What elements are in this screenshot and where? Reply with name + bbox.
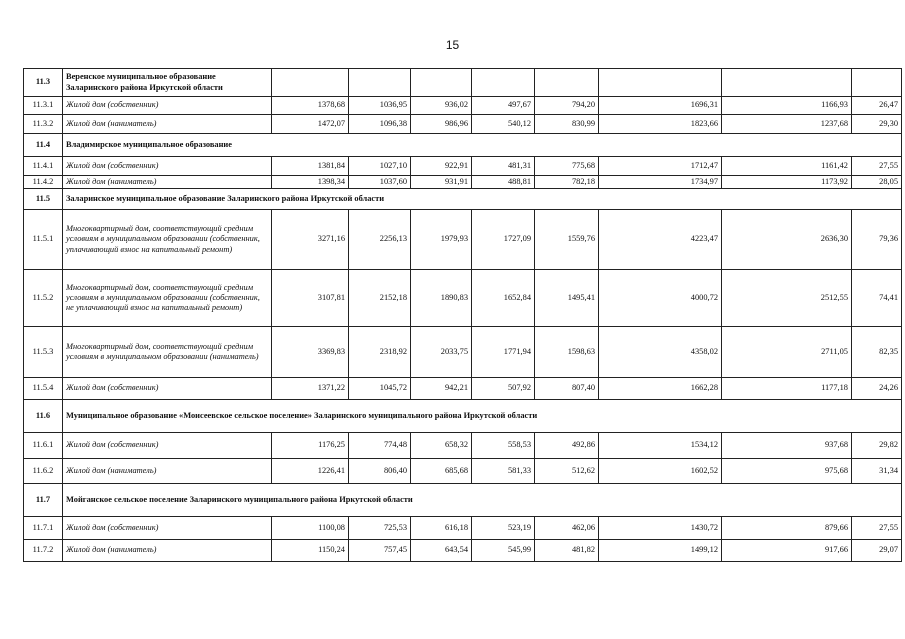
value-cell: 774,48 — [349, 433, 411, 459]
section-title: Владимирское муниципальное образование — [63, 134, 902, 157]
value-cell: 942,21 — [411, 378, 472, 400]
item-title: Жилой дом (собственник) — [63, 517, 272, 540]
section-row — [24, 69, 902, 97]
value-cell: 1177,18 — [722, 378, 852, 400]
value-cell: 26,47 — [852, 97, 902, 115]
value-cell: 3107,81 — [272, 270, 349, 327]
value-cell: 28,05 — [852, 176, 902, 189]
value-cell: 29,82 — [852, 433, 902, 459]
value-cell: 1096,38 — [349, 115, 411, 134]
row-number: 11.6.2 — [24, 459, 63, 484]
table-row — [24, 327, 902, 378]
row-number: 11.3.2 — [24, 115, 63, 134]
item-title: Жилой дом (собственник) — [63, 433, 272, 459]
row-number: 11.5.3 — [24, 327, 63, 378]
value-cell: 757,45 — [349, 540, 411, 562]
value-cell: 4358,02 — [599, 327, 722, 378]
value-cell: 488,81 — [472, 176, 535, 189]
value-cell — [472, 69, 535, 97]
row-number: 11.5 — [24, 189, 63, 210]
value-cell: 545,99 — [472, 540, 535, 562]
item-title: Жилой дом (наниматель) — [63, 540, 272, 562]
value-cell — [852, 69, 902, 97]
item-title: Многоквартирный дом, соответствующий средним условиям в муниципальном образовании (собственник, уплачивающий взнос на капитальный ремонт) — [63, 210, 272, 270]
value-cell: 27,55 — [852, 157, 902, 176]
value-cell: 975,68 — [722, 459, 852, 484]
value-cell: 806,40 — [349, 459, 411, 484]
value-cell: 658,32 — [411, 433, 472, 459]
value-cell: 1173,92 — [722, 176, 852, 189]
value-cell: 29,30 — [852, 115, 902, 134]
table-row — [24, 157, 902, 176]
value-cell: 1472,07 — [272, 115, 349, 134]
value-cell: 558,53 — [472, 433, 535, 459]
table-body — [24, 69, 902, 562]
section-row — [24, 400, 902, 433]
value-cell: 643,54 — [411, 540, 472, 562]
section-title: Мойганское сельское поселение Заларинского муниципального района Иркутской области — [63, 484, 902, 517]
value-cell: 1890,83 — [411, 270, 472, 327]
value-cell: 74,41 — [852, 270, 902, 327]
value-cell: 936,02 — [411, 97, 472, 115]
value-cell: 1398,34 — [272, 176, 349, 189]
value-cell: 1495,41 — [535, 270, 599, 327]
table-row — [24, 433, 902, 459]
value-cell: 1378,68 — [272, 97, 349, 115]
value-cell — [272, 69, 349, 97]
value-cell: 1166,93 — [722, 97, 852, 115]
value-cell: 2318,92 — [349, 327, 411, 378]
row-number: 11.6.1 — [24, 433, 63, 459]
value-cell: 1499,12 — [599, 540, 722, 562]
value-cell: 497,67 — [472, 97, 535, 115]
value-cell: 917,66 — [722, 540, 852, 562]
value-cell: 1559,76 — [535, 210, 599, 270]
table-row — [24, 270, 902, 327]
value-cell: 507,92 — [472, 378, 535, 400]
value-cell: 1036,95 — [349, 97, 411, 115]
value-cell — [722, 69, 852, 97]
value-cell: 2152,18 — [349, 270, 411, 327]
section-row — [24, 134, 902, 157]
table-row — [24, 97, 902, 115]
value-cell: 481,31 — [472, 157, 535, 176]
value-cell: 794,20 — [535, 97, 599, 115]
value-cell: 82,35 — [852, 327, 902, 378]
value-cell: 2512,55 — [722, 270, 852, 327]
value-cell: 540,12 — [472, 115, 535, 134]
value-cell: 2711,05 — [722, 327, 852, 378]
value-cell: 775,68 — [535, 157, 599, 176]
table-row — [24, 210, 902, 270]
item-title: Жилой дом (собственник) — [63, 97, 272, 115]
table-row — [24, 176, 902, 189]
value-cell — [599, 69, 722, 97]
value-cell: 1602,52 — [599, 459, 722, 484]
row-number: 11.5.1 — [24, 210, 63, 270]
item-title: Многоквартирный дом, соответствующий средним условиям в муниципальном образовании (наниматель) — [63, 327, 272, 378]
value-cell: 523,19 — [472, 517, 535, 540]
value-cell: 937,68 — [722, 433, 852, 459]
value-cell: 1176,25 — [272, 433, 349, 459]
value-cell: 31,34 — [852, 459, 902, 484]
row-number: 11.4 — [24, 134, 63, 157]
row-number: 11.5.4 — [24, 378, 63, 400]
row-number: 11.7.2 — [24, 540, 63, 562]
row-number: 11.7 — [24, 484, 63, 517]
page-number: 15 — [445, 38, 460, 52]
row-number: 11.5.2 — [24, 270, 63, 327]
value-cell: 1696,31 — [599, 97, 722, 115]
value-cell — [411, 69, 472, 97]
value-cell: 1823,66 — [599, 115, 722, 134]
value-cell: 1045,72 — [349, 378, 411, 400]
value-cell: 616,18 — [411, 517, 472, 540]
row-number: 11.3.1 — [24, 97, 63, 115]
table-row — [24, 540, 902, 562]
value-cell: 1371,22 — [272, 378, 349, 400]
item-title: Жилой дом (наниматель) — [63, 176, 272, 189]
value-cell: 807,40 — [535, 378, 599, 400]
table-row — [24, 459, 902, 484]
section-row — [24, 189, 902, 210]
item-title: Многоквартирный дом, соответствующий средним условиям в муниципальном образовании (собственник, не уплачивающий взнос на капитальный ремонт) — [63, 270, 272, 327]
value-cell: 1226,41 — [272, 459, 349, 484]
value-cell: 922,91 — [411, 157, 472, 176]
value-cell: 1771,94 — [472, 327, 535, 378]
value-cell: 725,53 — [349, 517, 411, 540]
value-cell: 782,18 — [535, 176, 599, 189]
value-cell: 1237,68 — [722, 115, 852, 134]
value-cell: 879,66 — [722, 517, 852, 540]
row-number: 11.7.1 — [24, 517, 63, 540]
value-cell: 1100,08 — [272, 517, 349, 540]
row-number: 11.4.2 — [24, 176, 63, 189]
item-title: Жилой дом (наниматель) — [63, 459, 272, 484]
section-title: Муниципальное образование «Моисеевское сельское поселение» Заларинского муниципального района Иркутской области — [63, 400, 902, 433]
table-row — [24, 378, 902, 400]
value-cell: 4223,47 — [599, 210, 722, 270]
section-row — [24, 484, 902, 517]
value-cell: 581,33 — [472, 459, 535, 484]
value-cell: 1161,42 — [722, 157, 852, 176]
section-title: Веренское муниципальное образование Заларинского района Иркутской области — [63, 69, 272, 97]
value-cell: 1027,10 — [349, 157, 411, 176]
value-cell: 2636,30 — [722, 210, 852, 270]
value-cell — [535, 69, 599, 97]
value-cell: 1662,28 — [599, 378, 722, 400]
value-cell: 1430,72 — [599, 517, 722, 540]
value-cell: 685,68 — [411, 459, 472, 484]
value-cell: 27,55 — [852, 517, 902, 540]
value-cell: 79,36 — [852, 210, 902, 270]
row-number: 11.4.1 — [24, 157, 63, 176]
value-cell: 931,91 — [411, 176, 472, 189]
value-cell: 1037,60 — [349, 176, 411, 189]
value-cell: 512,62 — [535, 459, 599, 484]
value-cell: 29,07 — [852, 540, 902, 562]
value-cell: 2033,75 — [411, 327, 472, 378]
value-cell: 481,82 — [535, 540, 599, 562]
value-cell: 492,86 — [535, 433, 599, 459]
row-number: 11.6 — [24, 400, 63, 433]
value-cell: 462,06 — [535, 517, 599, 540]
value-cell: 1150,24 — [272, 540, 349, 562]
item-title: Жилой дом (наниматель) — [63, 115, 272, 134]
value-cell: 1534,12 — [599, 433, 722, 459]
value-cell: 2256,13 — [349, 210, 411, 270]
value-cell: 1734,97 — [599, 176, 722, 189]
row-number: 11.3 — [24, 69, 63, 97]
value-cell: 830,99 — [535, 115, 599, 134]
value-cell: 986,96 — [411, 115, 472, 134]
value-cell: 1727,09 — [472, 210, 535, 270]
value-cell: 1598,63 — [535, 327, 599, 378]
table-row — [24, 517, 902, 540]
table-row — [24, 115, 902, 134]
value-cell: 1381,84 — [272, 157, 349, 176]
value-cell: 1979,93 — [411, 210, 472, 270]
section-title: Заларинское муниципальное образование Заларинского района Иркутской области — [63, 189, 902, 210]
value-cell: 3271,16 — [272, 210, 349, 270]
item-title: Жилой дом (собственник) — [63, 378, 272, 400]
value-cell: 24,26 — [852, 378, 902, 400]
value-cell: 3369,83 — [272, 327, 349, 378]
value-cell: 4000,72 — [599, 270, 722, 327]
tariff-table — [23, 68, 902, 562]
value-cell: 1652,84 — [472, 270, 535, 327]
value-cell — [349, 69, 411, 97]
item-title: Жилой дом (собственник) — [63, 157, 272, 176]
value-cell: 1712,47 — [599, 157, 722, 176]
